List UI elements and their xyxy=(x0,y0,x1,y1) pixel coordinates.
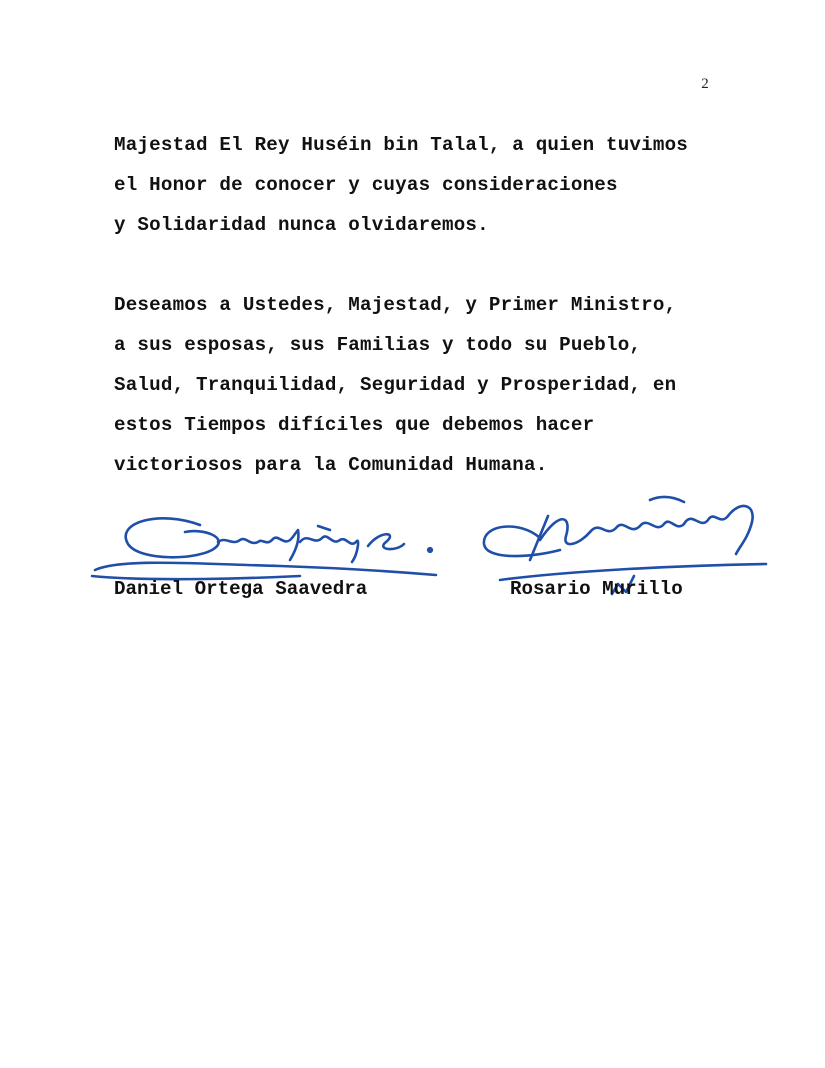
paragraph-2 xyxy=(114,285,714,485)
paragraph-line: a sus esposas, sus Familias y todo su Pueblo, xyxy=(114,334,642,356)
paragraph-line: Majestad El Rey Huséin bin Talal, a quien tuvimos xyxy=(114,134,689,156)
signer-name-daniel-ortega: Daniel Ortega Saavedra xyxy=(114,578,368,600)
paragraph-line: Deseamos a Ustedes, Majestad, y Primer Ministro, xyxy=(114,294,677,316)
paragraph-line: victoriosos para la Comunidad Humana. xyxy=(114,454,548,476)
paragraph-line: Salud, Tranquilidad, Seguridad y Prosperidad, en xyxy=(114,374,677,396)
signer-name-rosario-murillo: Rosario Murillo xyxy=(510,578,683,600)
signature-daniel-ortega xyxy=(92,518,436,579)
page-number: 2 xyxy=(701,76,709,92)
paragraph-line: el Honor de conocer y cuyas consideraciones xyxy=(114,174,618,196)
paragraph-1 xyxy=(114,125,714,245)
paragraph-line: y Solidaridad nunca olvidaremos. xyxy=(114,214,489,236)
paragraph-line: estos Tiempos difíciles que debemos hacer xyxy=(114,414,595,436)
